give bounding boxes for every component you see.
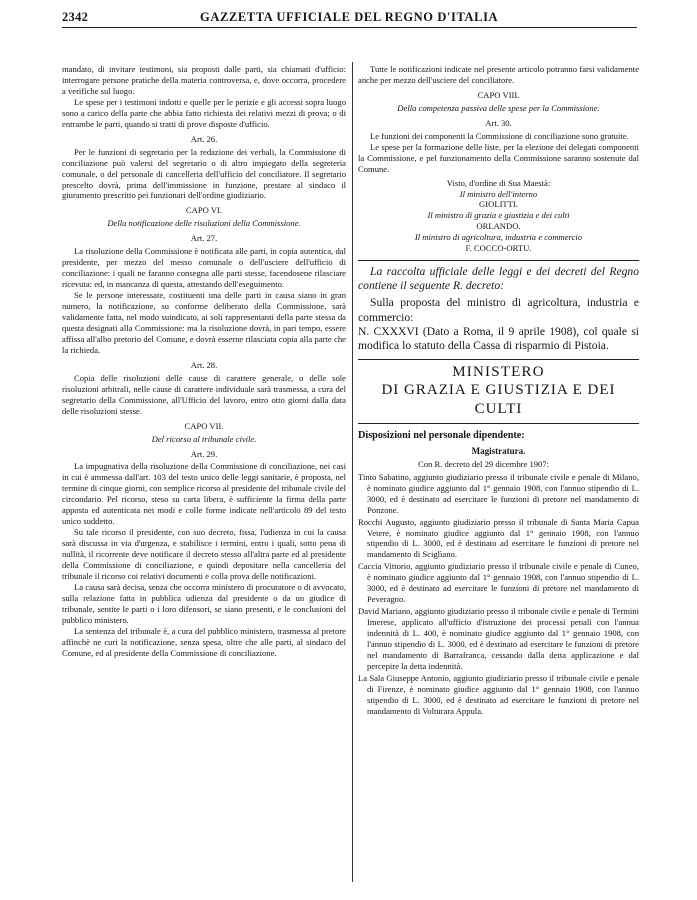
chapter-title: Del ricorso al tribunale civile. [151, 433, 257, 444]
ministry-heading: MINISTERO [452, 363, 545, 380]
article-heading: Art. 26. [190, 133, 218, 144]
paragraph: Copia delle risoluzioni delle cause di carattere generale, o delle sole risoluzioni arbitrali, nelle cause di carattere individuale sarà trasmessa, a cura del segretario della Commissione, all'Ufficio del lavoro, entro otto giorni dalla data delle risoluzioni stesse. [62, 372, 346, 416]
right-column [358, 64, 639, 717]
chapter-heading: CAPO VIII. [477, 89, 520, 100]
article-heading: Art. 29. [190, 448, 218, 459]
ministry-name: DI GRAZIA E GIUSTIZIA E DEI CULTI [381, 381, 616, 417]
paragraph: La risoluzione della Commissione è notificata alle parti, in copia autentica, dal presidente, per mezzo del messo comunale o dell'usciere dell'ufficio di conciliazione: i quali ne faranno consegna alle parti stesse, facendosene rilasciare ricevuta: ed, in mancanza di questa, attestando dell'eseguimento. [62, 246, 346, 290]
appointment-entry: Rocchi Augusto, aggiunto giudiziario presso il tribunale di Santa Maria Capua Vetere, è nominato giudice aggiunto dal 1° gennaio 1908, con l'annuo stipendio di L. 3000, ed è destinato ad esercitare le funzioni di pretore nel mandamento di Sciglìano. [358, 516, 639, 560]
paragraph: Se le persone interessate, costituenti una delle parti in causa siano in gran numero, la notificazione, su conforme deliberato della Commissione, sarà validamente fatta, nel modo suindicato, ai soli rappresentanti della parte stessa da questa designati alla Commissione: ma la risoluzione dovrà, in pari tempo, essere affissa all'albo pretorio del Comune, e dovrà esserne rilasciata copia alla parte che la richieda. [62, 290, 346, 355]
paragraph: Le spese per la formazione delle liste, per la elezione dei delegati componenti la Commissione, e pel funzionamento della Commissione saranno sostenute dal Comune. [358, 141, 639, 174]
article-heading: Art. 30. [485, 117, 512, 128]
minister-name: ORLANDO. [476, 221, 521, 232]
paragraph: mandato, di invitare testimoni, sia proposti dalle parti, sia chiamati d'ufficio: interrogare persone pratiche della materia controversa, e, dove occorra, procedere a verifiche sul luogo. [62, 64, 346, 96]
page-number: 2342 [62, 10, 89, 24]
chapter-title: Della competenza passiva delle spese per la Commissione. [397, 102, 600, 113]
section-divider [358, 260, 639, 261]
paragraph: Per le funzioni di segretario per la redazione dei verbali, la Commissione di conciliazione può valersi del segretario o di altro impiegato della segreteria comunale, o del personale di cancelleria dell'ufficio del conciliatore. Il segretario prescelto dovrà, prima dell'immissione in funzione, prestare al sindaco il giuramento prescritto pei funzionari dell'ordine giudiziario. [62, 146, 346, 201]
decree-date-line: Con R. decreto del 29 dicembre 1907: [418, 458, 550, 469]
minister-title: Il ministro dell'interno [459, 188, 538, 199]
chapter-heading: CAPO VI. [185, 205, 223, 216]
paragraph: Le funzioni dei componenti la Commissione di conciliazione sono gratuite. [370, 130, 629, 141]
section-divider [358, 359, 639, 360]
appointment-entry: Caccia Vittorio, aggiunto giudiziario presso il tribunale civile e penale di Cuneo, è nominato giudice aggiunto dal 1° gennaio 1908, con l'annuo stipendio di L. 3000, ed è destinato ad esercitare le funzioni di pretore nel mandamento di Peveragno. [358, 561, 639, 605]
left-column [62, 64, 346, 659]
paragraph: La impugnativa della risoluzione della Commissione di conciliazione, nei casi in cui è ammessa dall'art. 103 del testo unico delle leggi sanitarie, è proposta, nel termine di cinque giorni, con semplice ricorso al presidente del tribunale civile del circondario. Pel ricorso, steso su carta libera, è sufficiente la firma della parte apposta ed autenticata nei modi e colle forme indicate nell'articolo 89 del testo unico suddetto. [62, 461, 346, 527]
subsection-title: Magistratura. [471, 445, 526, 456]
gazette-title: GAZZETTA UFFICIALE DEL REGNO D'ITALIA [200, 10, 499, 24]
section-divider [358, 423, 639, 424]
paragraph: La sentenza del tribunale è, a cura del pubblico ministero, trasmessa al pretore affinchè ne curi la notificazione, senza spesa, oltre che alle parti, al sindaco del Comune, ed al presidente della Commissione di conciliazione. [62, 625, 346, 658]
decree-proposal: Sulla proposta del ministro di agricoltura, industria e commercio: [358, 296, 639, 324]
decree-entry: N. CXXXVI (Dato a Roma, il 9 aprile 1908), col quale si modifica lo statuto della Cassa di risparmio di Pistoia. [358, 325, 639, 353]
paragraph: Tutte le notificazioni indicate nel presente articolo potranno farsi validamente anche per mezzo dell'usciere del conciliatore. [358, 64, 639, 85]
column-divider [352, 62, 353, 882]
paragraph: Su tale ricorso il presidente, con suo decreto, fissa, l'udienza in cui la causa sarà discussa in via d'urgenza, e stabilisce i termini, entro i quali, sotto pena di nullità, il ricorrente deve notificare il decreto stesso all'altra parte ed al presidente della Commissione di conciliazione, e quindi depositare nella cancelleria del tribunale il ricorso coi relativi documenti e colla prova delle notificazioni. [62, 527, 346, 581]
paragraph: La causa sarà decisa, senza che occorra ministero di procuratore o di avvocato, sulla relazione fatta in pubblica udienza dal presidente o da un giudice di tribunale, sentite le parti o i loro difensori, se siano presenti, e le conclusioni del pubblico ministero. [62, 581, 346, 625]
visto-line: Visto, d'ordine di Sua Maestà: [446, 177, 551, 188]
appointment-entry: La Sala Giuseppe Antonio, aggiunto giudiziario presso il tribunale civile e penale di Firenze, è nominato giudice aggiunto dal 1° gennaio 1908, con l'annuo stipendio di L. 3000, ed è destinato ad esercitare le funzioni di pretore nel mandamento di Volturara Appula. [358, 672, 639, 716]
minister-title: Il ministro di agricoltura, industria e commercio [414, 232, 583, 243]
appointment-entry: Tinto Sabatino, aggiunto giudiziario presso il tribunale civile e penale di Milano, è nominato giudice aggiunto dal 1° gennaio 1908, con l'annuo stipendio di L. 3000, ed è destinato ad esercitare le funzioni di pretore nel mandamento di Ponzone. [358, 471, 639, 515]
page-header [62, 10, 637, 28]
article-heading: Art. 27. [190, 233, 218, 244]
appointment-entry: David Mariano, aggiunto giudiziario presso il tribunale civile e penale di Termini Imerese, applicato all'ufficio d'istruzione dei processi penali con l'annua indennità di L. 400, è nominato giudice aggiunto dal 1° gennaio 1908, con l'annuo stipendio di L. 3000, ed è destinato ad esercitare le funzioni di pretore nel mandamento di Barrafranca, cessando dalla detta applicazione e dal percepire la detta indennità. [358, 606, 639, 671]
minister-title: Il ministro di grazia e giustizia e dei culti [427, 210, 570, 221]
article-heading: Art. 28. [190, 359, 218, 370]
minister-name: GIOLITTI. [479, 199, 518, 210]
chapter-heading: CAPO VII. [184, 420, 224, 431]
paragraph: Le spese per i testimoni indotti e quelle per le perizie e gli accessi sopra luogo sono a carico della parte che abbia fatto richiesta dei relativi mezzi di prova; o di entrambe le parti, quando si tratti di prove disposte d'ufficio. [62, 96, 346, 129]
raccolta-notice: La raccolta ufficiale delle leggi e dei decreti del Regno contiene il seguente R. decreto: [358, 265, 639, 293]
minister-name: F. COCCO-ORTU. [465, 243, 532, 254]
chapter-title: Della notificazione delle risoluzioni della Commissione. [107, 218, 301, 229]
section-title: Disposizioni nel personale dipendente: [358, 429, 525, 441]
